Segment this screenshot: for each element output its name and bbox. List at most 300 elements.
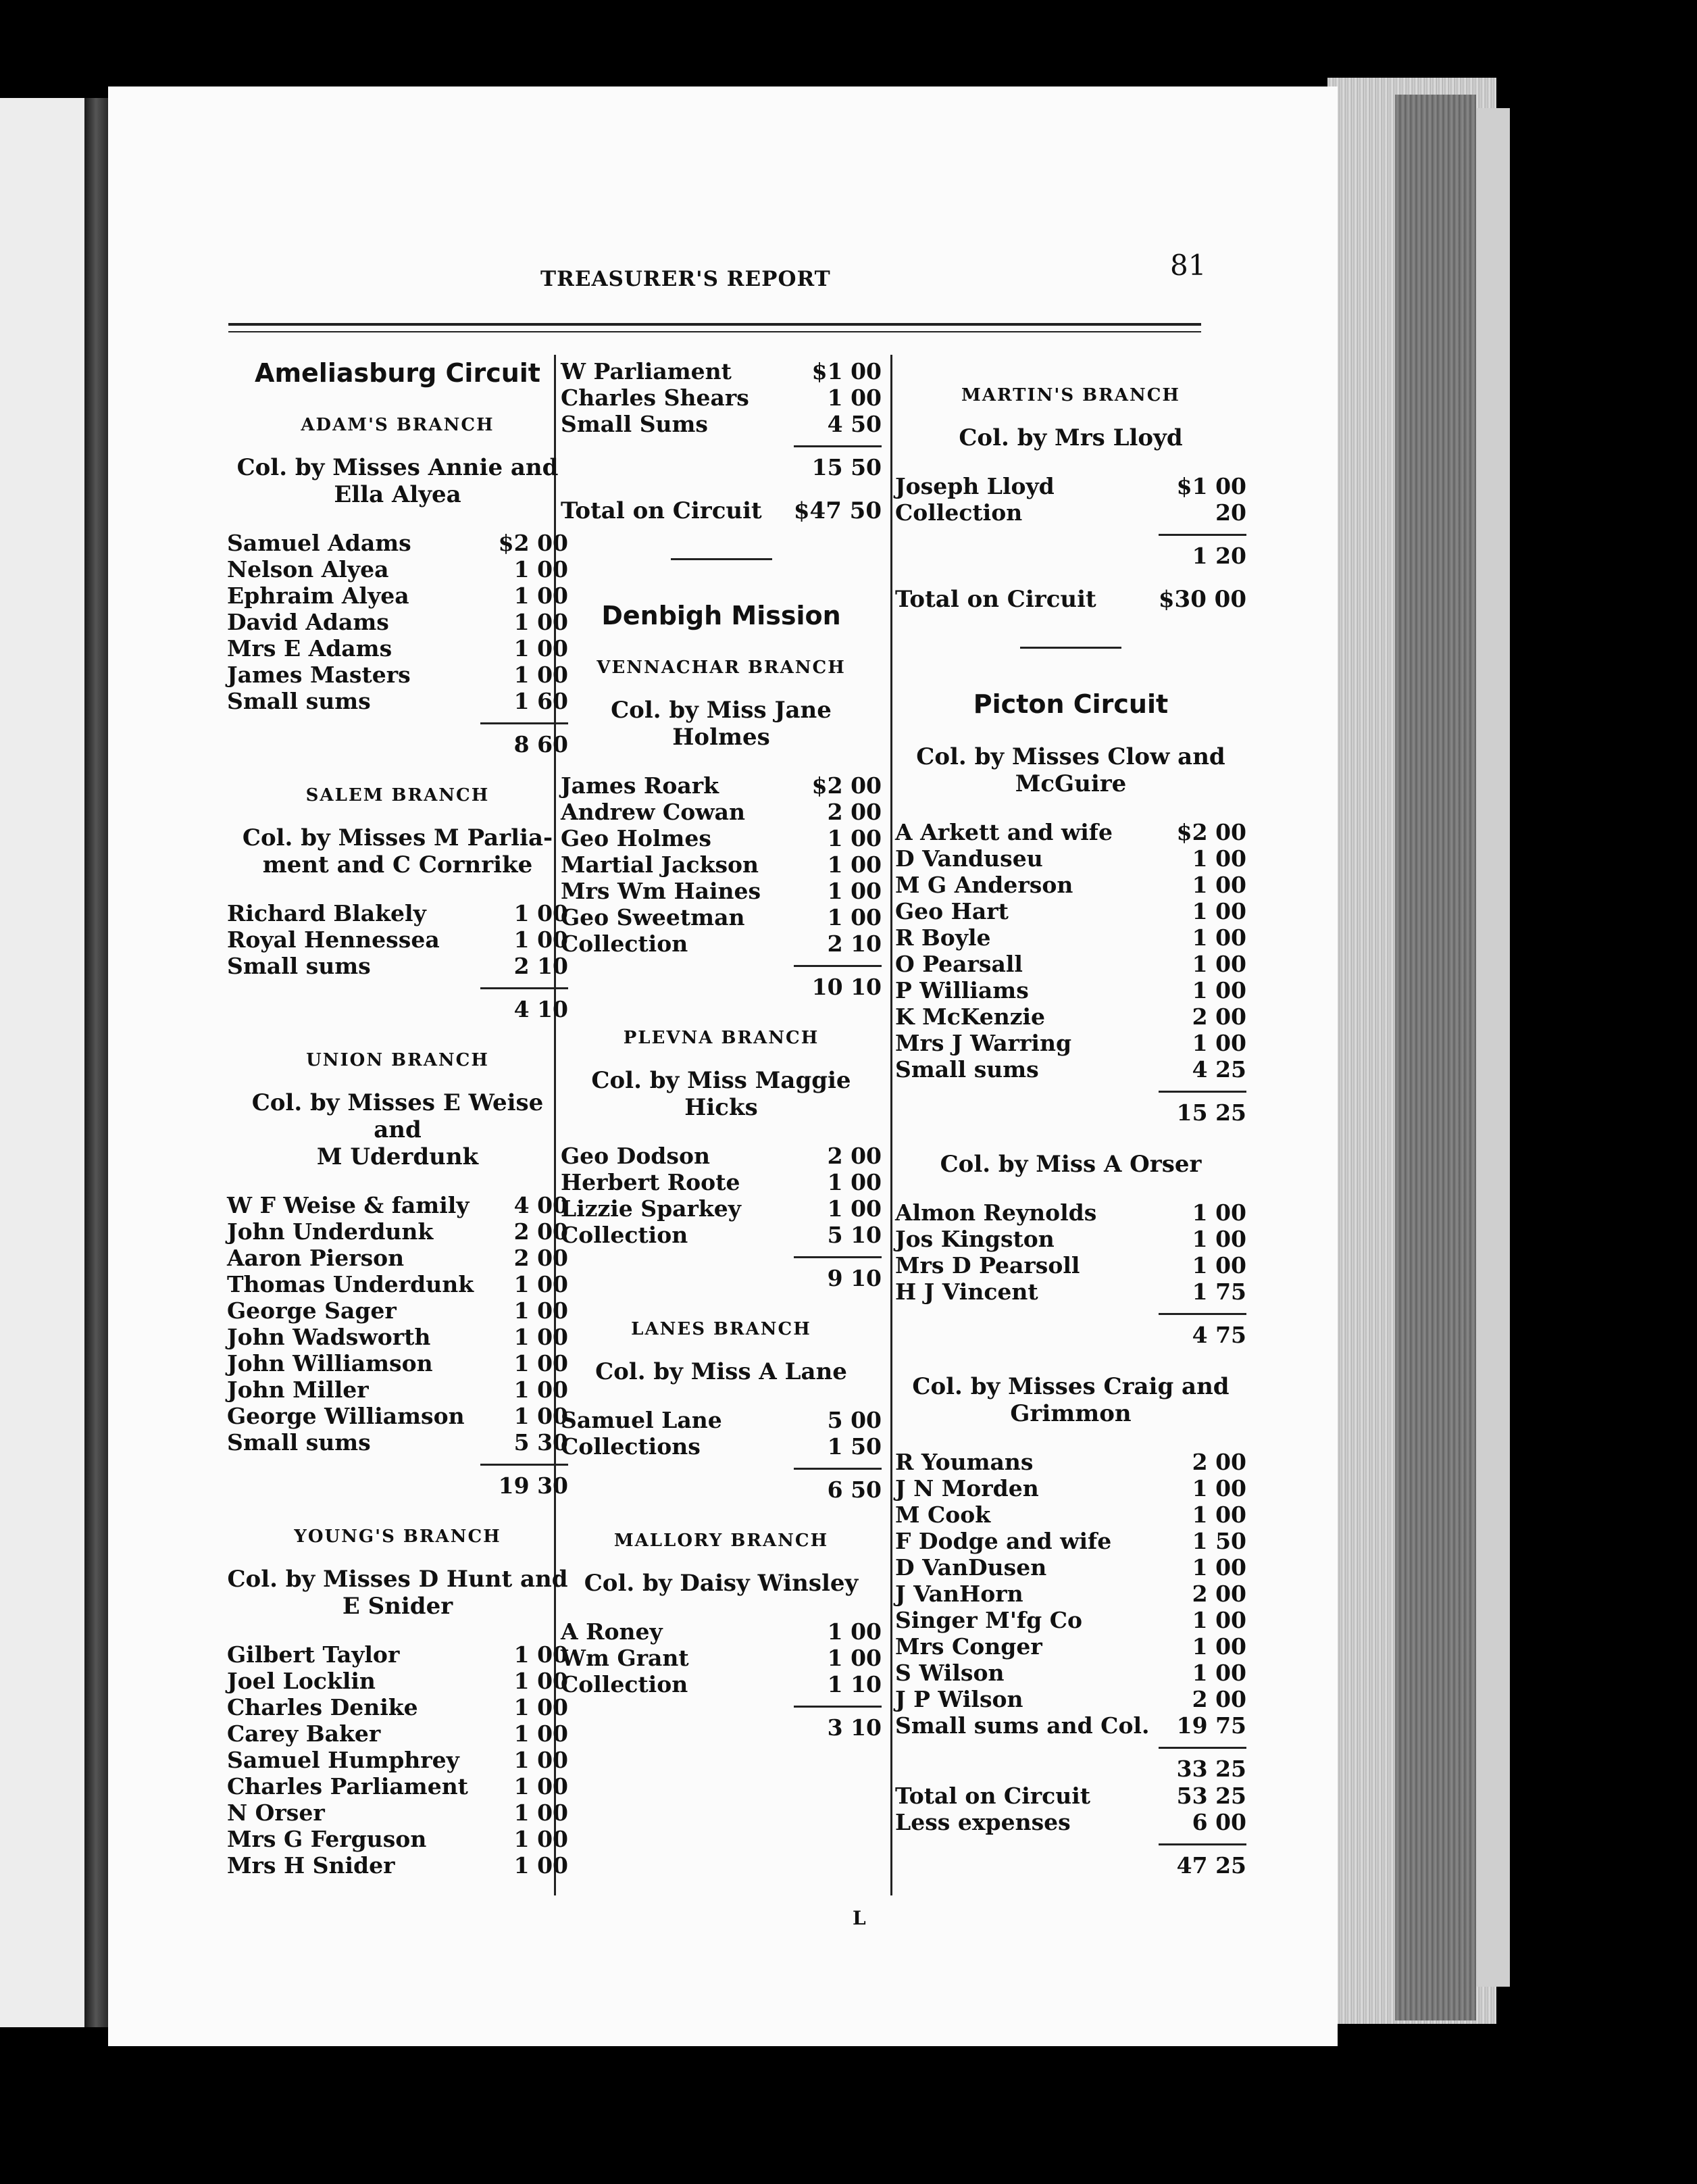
donation-amount: 1 00 — [827, 1169, 882, 1195]
donation-row — [561, 1222, 882, 1248]
donation-row — [895, 1528, 1246, 1554]
donor-name: John Williamson — [227, 1350, 433, 1376]
branch-heading: YOUNG'S BRANCH — [294, 1527, 501, 1547]
donor-name: Collection — [895, 499, 1023, 526]
donation-amount: 1 00 — [1192, 1199, 1246, 1226]
donor-name: Aaron Pierson — [227, 1245, 405, 1271]
circuit-heading: Ameliasburg Circuit — [255, 358, 540, 388]
donation-amount: 2 00 — [1192, 1003, 1246, 1030]
donation-row — [227, 662, 568, 688]
donation-amount: 1 00 — [513, 609, 568, 635]
donor-name: W F Weise & family — [227, 1192, 470, 1218]
branch-heading: VENNACHAR BRANCH — [597, 657, 846, 678]
donor-name: Herbert Roote — [561, 1169, 740, 1195]
collector-text: McGuire — [1015, 770, 1127, 797]
collector-text: Col. by Miss A Lane — [595, 1358, 847, 1385]
donation-amount: 1 00 — [513, 1668, 568, 1694]
donation-row — [227, 1297, 568, 1324]
report-section — [895, 689, 1246, 719]
donor-name: J VanHorn — [895, 1581, 1023, 1607]
donor-name: K McKenzie — [895, 1003, 1046, 1030]
donation-row — [561, 1645, 882, 1671]
collector-text: Col. by Miss Maggie Hicks — [591, 1067, 851, 1121]
circuit-total-label: Total on Circuit — [561, 497, 762, 524]
donation-amount: 1 00 — [513, 1720, 568, 1747]
donor-name: Gilbert Taylor — [227, 1641, 400, 1668]
donation-amount: 1 00 — [1192, 845, 1246, 872]
branch-subtotal: 47 25 — [1159, 1843, 1246, 1879]
donor-name: Singer M'fg Co — [895, 1607, 1082, 1633]
donor-name: J N Morden — [895, 1475, 1039, 1502]
donation-row — [895, 1660, 1246, 1686]
donation-amount: 1 50 — [827, 1433, 882, 1460]
collector-line — [561, 1067, 882, 1121]
collector-text: Col. by Daisy Winsley — [584, 1570, 859, 1597]
donation-amount: 5 10 — [827, 1222, 882, 1248]
donation-row — [227, 953, 568, 979]
donor-name: Small sums — [227, 953, 371, 979]
column-1 — [227, 358, 568, 1879]
donation-amount: 1 00 — [513, 1641, 568, 1668]
donation-amount: 1 10 — [827, 1671, 882, 1697]
report-section — [561, 1028, 882, 1292]
donation-amount: 1 00 — [513, 1324, 568, 1350]
donation-row — [895, 1783, 1246, 1809]
donation-row — [227, 582, 568, 609]
donor-name: Collections — [561, 1433, 701, 1460]
report-section — [895, 1373, 1246, 1783]
donation-row — [227, 1218, 568, 1245]
donation-row — [895, 898, 1246, 924]
donor-name: H J Vincent — [895, 1279, 1038, 1305]
collector-text: Col. by Misses D Hunt and — [227, 1566, 568, 1593]
collector-text: Col. by Miss Jane Holmes — [611, 697, 832, 751]
donation-row — [227, 635, 568, 662]
donor-name: Geo Sweetman — [561, 904, 745, 930]
branch-subtotal: 4 10 — [480, 987, 568, 1023]
donation-amount: 1 00 — [1192, 977, 1246, 1003]
donation-amount: 1 00 — [827, 825, 882, 851]
running-header: TREASURER'S REPORT — [540, 267, 831, 291]
donation-row — [561, 904, 882, 930]
donor-name: P Williams — [895, 977, 1029, 1003]
column-2 — [561, 358, 882, 1741]
donor-name: Carey Baker — [227, 1720, 381, 1747]
donation-row — [227, 1747, 568, 1773]
donor-name: O Pearsall — [895, 951, 1023, 977]
donation-row — [895, 1581, 1246, 1607]
donation-row — [561, 851, 882, 878]
donor-name: James Roark — [561, 772, 719, 799]
collector-text: Col. by Misses E Weise and — [251, 1089, 544, 1143]
collector-text: Col. by Misses Craig and — [912, 1373, 1230, 1400]
donation-amount: 1 00 — [513, 635, 568, 662]
donation-row — [895, 977, 1246, 1003]
collector-text: Col. by Misses M Parlia- — [242, 824, 553, 851]
report-section — [227, 1050, 568, 1499]
branch-subtotal: 4 75 — [1159, 1313, 1246, 1349]
donor-name: Joel Locklin — [227, 1668, 376, 1694]
branch-heading: SALEM BRANCH — [305, 785, 490, 805]
donation-amount: 1 00 — [1192, 1633, 1246, 1660]
donation-row — [227, 1403, 568, 1429]
donor-name: Richard Blakely — [227, 900, 426, 926]
header-rule-top — [228, 323, 1201, 326]
donation-row — [227, 1429, 568, 1456]
section-separator — [671, 558, 772, 560]
donation-row — [895, 499, 1246, 526]
facing-page-edge — [0, 98, 84, 2027]
collector-line — [561, 1570, 882, 1597]
donation-amount: 2 00 — [827, 799, 882, 825]
donor-name: George Williamson — [227, 1403, 465, 1429]
donation-row — [561, 799, 882, 825]
donation-amount: 1 00 — [827, 1195, 882, 1222]
donor-name: N Orser — [227, 1800, 325, 1826]
donation-amount: 1 00 — [827, 878, 882, 904]
donor-name: John Underdunk — [227, 1218, 434, 1245]
donation-row — [561, 411, 882, 437]
donor-name: A Roney — [561, 1618, 663, 1645]
report-section — [895, 385, 1246, 649]
donation-row — [561, 1169, 882, 1195]
donor-name: D VanDusen — [895, 1554, 1047, 1581]
donor-name: W Parliament — [561, 358, 732, 384]
branch-heading: PLEVNA BRANCH — [623, 1028, 819, 1048]
branch-subtotal: 15 50 — [794, 445, 882, 481]
donor-name: Mrs D Pearsoll — [895, 1252, 1080, 1279]
circuit-heading: Picton Circuit — [973, 689, 1169, 719]
donation-row — [227, 530, 568, 556]
report-section — [561, 1531, 882, 1741]
collector-line — [561, 1358, 882, 1385]
donor-name: Geo Holmes — [561, 825, 711, 851]
donor-name: Samuel Adams — [227, 530, 411, 556]
donation-amount: 1 00 — [827, 904, 882, 930]
circuit-total-row — [561, 497, 882, 524]
donation-amount: 2 00 — [513, 1218, 568, 1245]
donation-row — [895, 1686, 1246, 1712]
donation-row — [895, 1003, 1246, 1030]
donation-amount: 1 00 — [513, 662, 568, 688]
circuit-total-row — [895, 586, 1246, 613]
donor-name: M G Anderson — [895, 872, 1073, 898]
collector-line — [895, 424, 1246, 451]
donor-name: Jos Kingston — [895, 1226, 1055, 1252]
donor-name: Charles Denike — [227, 1694, 418, 1720]
donor-name: Mrs H Snider — [227, 1852, 395, 1879]
donation-amount: 1 00 — [513, 1297, 568, 1324]
donor-name: Joseph Lloyd — [895, 473, 1055, 499]
donation-amount: 6 00 — [1192, 1809, 1246, 1835]
collector-text: E Snider — [342, 1593, 453, 1620]
donor-name: R Boyle — [895, 924, 991, 951]
donation-amount: 1 00 — [1192, 1226, 1246, 1252]
donation-amount: 1 00 — [513, 900, 568, 926]
book-spine-edge — [1476, 108, 1510, 1987]
donor-name: John Miller — [227, 1376, 369, 1403]
donation-amount: 1 00 — [1192, 924, 1246, 951]
circuit-total-amount: $47 50 — [793, 497, 882, 524]
donation-row — [895, 872, 1246, 898]
signature-mark: L — [853, 1907, 866, 1929]
collector-line — [895, 1373, 1246, 1427]
donor-name: Mrs E Adams — [227, 635, 392, 662]
report-section — [561, 1319, 882, 1504]
donation-amount: 1 00 — [1192, 898, 1246, 924]
donation-amount: 1 00 — [1192, 951, 1246, 977]
branch-subtotal: 10 10 — [794, 965, 882, 1001]
collector-text: M Uderdunk — [316, 1143, 479, 1170]
report-section — [561, 358, 882, 560]
branch-heading: MARTIN'S BRANCH — [961, 385, 1180, 405]
donation-row — [227, 900, 568, 926]
donation-amount: 1 00 — [513, 1773, 568, 1800]
donation-amount: 5 00 — [827, 1407, 882, 1433]
donation-amount: 1 00 — [513, 582, 568, 609]
donor-name: Collection — [561, 1671, 688, 1697]
branch-heading: ADAM'S BRANCH — [301, 415, 495, 435]
donation-row — [227, 1192, 568, 1218]
report-section — [895, 743, 1246, 1126]
donation-row — [895, 1030, 1246, 1056]
donation-amount: 1 00 — [1192, 1660, 1246, 1686]
donation-amount: 1 00 — [1192, 1030, 1246, 1056]
branch-subtotal: 33 25 — [1159, 1747, 1246, 1783]
donation-amount: 1 00 — [827, 1618, 882, 1645]
donor-name: David Adams — [227, 609, 389, 635]
report-section — [227, 785, 568, 1023]
branch-subtotal: 6 50 — [794, 1468, 882, 1504]
donation-amount: $2 00 — [1176, 819, 1246, 845]
donation-row — [561, 825, 882, 851]
donation-row — [895, 1226, 1246, 1252]
donor-name: Samuel Lane — [561, 1407, 722, 1433]
page-number: 81 — [1170, 249, 1207, 282]
donation-row — [227, 609, 568, 635]
donation-row — [561, 1143, 882, 1169]
collector-line — [227, 824, 568, 878]
donation-amount: 1 00 — [513, 1826, 568, 1852]
donor-name: D Vanduseu — [895, 845, 1043, 872]
column-divider-2 — [890, 355, 892, 1895]
donation-row — [227, 688, 568, 714]
donor-name: F Dodge and wife — [895, 1528, 1112, 1554]
donation-amount: 19 75 — [1176, 1712, 1246, 1739]
donation-amount: 1 00 — [827, 1645, 882, 1671]
donation-amount: 1 00 — [513, 1694, 568, 1720]
collector-text: Ella Alyea — [334, 481, 461, 508]
donor-name: Small Sums — [561, 411, 709, 437]
donation-row — [895, 1252, 1246, 1279]
donor-name: Nelson Alyea — [227, 556, 389, 582]
donation-amount: 1 00 — [513, 556, 568, 582]
donation-row — [227, 1694, 568, 1720]
donation-amount: 1 00 — [513, 1271, 568, 1297]
donation-row — [895, 1633, 1246, 1660]
donor-name: Geo Dodson — [561, 1143, 710, 1169]
report-section — [227, 1527, 568, 1879]
donation-row — [227, 1826, 568, 1852]
donation-row — [895, 473, 1246, 499]
donor-name: Thomas Underdunk — [227, 1271, 474, 1297]
donation-row — [227, 926, 568, 953]
donation-row — [895, 845, 1246, 872]
donation-amount: 1 50 — [1192, 1528, 1246, 1554]
donation-row — [895, 1554, 1246, 1581]
donation-amount: $2 00 — [498, 530, 568, 556]
donation-row — [561, 384, 882, 411]
donation-row — [895, 1475, 1246, 1502]
donor-name: Collection — [561, 1222, 688, 1248]
branch-subtotal: 8 60 — [480, 722, 568, 758]
donation-amount: 2 10 — [513, 953, 568, 979]
header-rule-bottom — [228, 331, 1201, 332]
donation-row — [561, 930, 882, 957]
book-gutter — [84, 98, 110, 2027]
report-section — [227, 358, 568, 388]
donation-row — [227, 1271, 568, 1297]
donation-amount: 4 25 — [1192, 1056, 1246, 1083]
book-cover-edge — [1395, 95, 1476, 2020]
donor-name: Less expenses — [895, 1809, 1071, 1835]
collector-line — [227, 1089, 568, 1170]
donor-name: George Sager — [227, 1297, 397, 1324]
collector-line — [895, 1151, 1246, 1178]
donor-name: Collection — [561, 930, 688, 957]
donation-row — [227, 1324, 568, 1350]
donation-row — [227, 1245, 568, 1271]
donation-amount: 1 00 — [513, 1800, 568, 1826]
donation-row — [227, 1800, 568, 1826]
collector-line — [227, 454, 568, 508]
donor-name: Mrs Wm Haines — [561, 878, 761, 904]
circuit-total-amount: $30 00 — [1158, 586, 1246, 613]
donor-name: Lizzie Sparkey — [561, 1195, 741, 1222]
donation-row — [227, 1641, 568, 1668]
donation-row — [561, 358, 882, 384]
donor-name: A Arkett and wife — [895, 819, 1113, 845]
donor-name: Total on Circuit — [895, 1783, 1090, 1809]
donor-name: S Wilson — [895, 1660, 1005, 1686]
donation-amount: 4 50 — [827, 411, 882, 437]
donation-amount: 1 00 — [827, 384, 882, 411]
donation-amount: 1 00 — [513, 926, 568, 953]
donation-row — [895, 1056, 1246, 1083]
collector-line — [561, 697, 882, 751]
report-section — [561, 657, 882, 1001]
donor-name: R Youmans — [895, 1449, 1034, 1475]
donor-name: Small sums — [227, 688, 371, 714]
donation-row — [895, 1449, 1246, 1475]
donation-amount: 53 25 — [1176, 1783, 1246, 1809]
donation-row — [895, 951, 1246, 977]
donation-row — [561, 1433, 882, 1460]
branch-subtotal: 15 25 — [1159, 1091, 1246, 1126]
donation-amount: 1 60 — [513, 688, 568, 714]
collector-text: ment and C Cornrike — [262, 851, 533, 878]
donation-row — [227, 1376, 568, 1403]
donation-amount: 2 00 — [1192, 1581, 1246, 1607]
donation-amount: 2 00 — [513, 1245, 568, 1271]
donation-row — [561, 1195, 882, 1222]
donation-row — [227, 556, 568, 582]
collector-text: Col. by Miss A Orser — [940, 1151, 1202, 1178]
donation-row — [227, 1350, 568, 1376]
donation-amount: 1 00 — [513, 1852, 568, 1879]
report-section — [895, 1783, 1246, 1879]
donor-name: Ephraim Alyea — [227, 582, 409, 609]
donation-row — [561, 1407, 882, 1433]
donation-amount: 2 00 — [1192, 1686, 1246, 1712]
donor-name: M Cook — [895, 1502, 991, 1528]
donation-amount: 1 00 — [513, 1747, 568, 1773]
branch-heading: LANES BRANCH — [631, 1319, 811, 1339]
donation-amount: 1 00 — [513, 1350, 568, 1376]
donation-row — [895, 924, 1246, 951]
donation-amount: 1 75 — [1192, 1279, 1246, 1305]
circuit-total-label: Total on Circuit — [895, 586, 1096, 613]
branch-heading: MALLORY BRANCH — [613, 1531, 829, 1551]
donation-amount: 2 00 — [1192, 1449, 1246, 1475]
donor-name: Charles Parliament — [227, 1773, 468, 1800]
donation-row — [561, 772, 882, 799]
donation-row — [895, 1809, 1246, 1835]
collector-text: Grimmon — [1010, 1400, 1132, 1427]
donor-name: Wm Grant — [561, 1645, 689, 1671]
donation-amount: 1 00 — [1192, 1607, 1246, 1633]
donor-name: J P Wilson — [895, 1686, 1023, 1712]
donation-row — [227, 1773, 568, 1800]
branch-subtotal: 1 20 — [1159, 534, 1246, 570]
branch-heading: UNION BRANCH — [306, 1050, 489, 1070]
donation-row — [895, 1607, 1246, 1633]
branch-subtotal: 3 10 — [794, 1706, 882, 1741]
donation-amount: 1 00 — [1192, 1502, 1246, 1528]
collector-line — [227, 1566, 568, 1620]
donation-row — [561, 1671, 882, 1697]
donor-name: Charles Shears — [561, 384, 749, 411]
donation-amount: $2 00 — [811, 772, 882, 799]
report-section — [227, 415, 568, 758]
collector-line — [895, 743, 1246, 797]
donation-amount: 1 00 — [1192, 1554, 1246, 1581]
donor-name: Almon Reynolds — [895, 1199, 1097, 1226]
donation-row — [561, 878, 882, 904]
donation-row — [895, 1712, 1246, 1739]
donation-row — [561, 1618, 882, 1645]
donor-name: Mrs G Ferguson — [227, 1826, 427, 1852]
donation-amount: 1 00 — [827, 851, 882, 878]
donation-amount: 1 00 — [1192, 1475, 1246, 1502]
donor-name: Small sums and Col. — [895, 1712, 1150, 1739]
donor-name: Andrew Cowan — [561, 799, 746, 825]
donation-amount: 1 00 — [513, 1376, 568, 1403]
donation-row — [227, 1720, 568, 1747]
column-3 — [895, 358, 1246, 1879]
donation-row — [227, 1668, 568, 1694]
donor-name: Martial Jackson — [561, 851, 759, 878]
donation-amount: 2 10 — [827, 930, 882, 957]
donation-amount: 1 00 — [513, 1403, 568, 1429]
report-section — [895, 1151, 1246, 1349]
donor-name: John Wadsworth — [227, 1324, 431, 1350]
donor-name: James Masters — [227, 662, 411, 688]
donation-row — [227, 1852, 568, 1879]
donation-row — [895, 1199, 1246, 1226]
donor-name: Mrs J Warring — [895, 1030, 1072, 1056]
donation-amount: 5 30 — [513, 1429, 568, 1456]
